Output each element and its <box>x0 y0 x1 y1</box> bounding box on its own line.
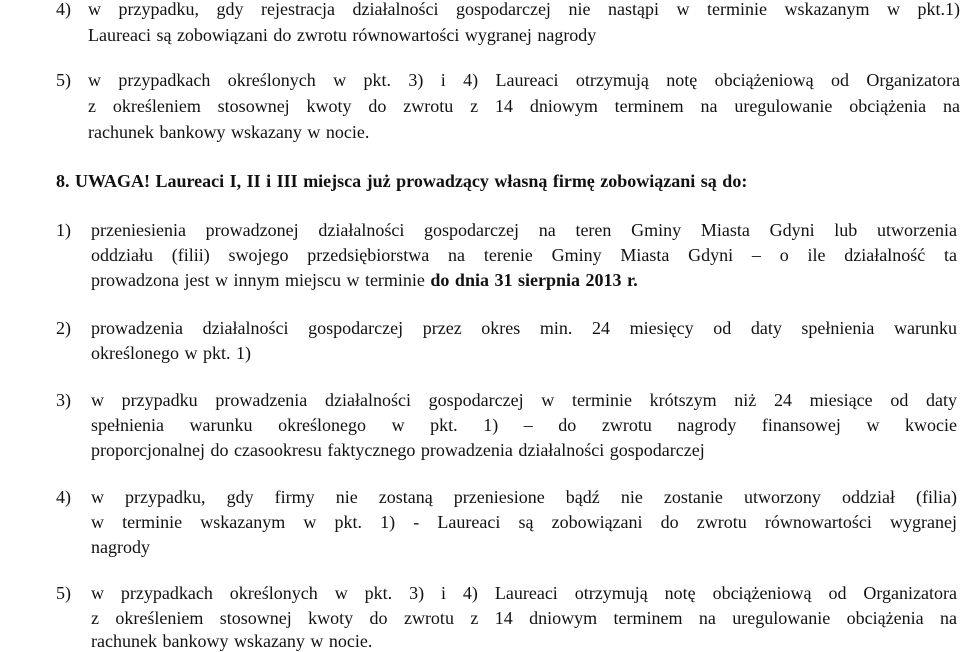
paragraph-line: rachunek bankowy wskazany w nocie. <box>88 122 370 142</box>
paragraph-line: oddziału (filii) swojego przedsiębiorstwa na terenie Gminy Miasta Gdyni – o ile działalność ta <box>91 245 957 265</box>
paragraph-line: z określeniem stosownej kwoty do zwrotu z 14 dniowym terminem na uregulowanie obciążenia na <box>91 608 957 628</box>
paragraph-line <box>91 269 638 291</box>
list-number: 5) <box>56 70 71 90</box>
paragraph-line: proporcjonalnej do czasookresu faktycznego prowadzenia działalności gospodarczej <box>91 440 705 460</box>
deadline-date: do dnia 31 sierpnia 2013 r. <box>430 270 638 290</box>
list-number: 3) <box>56 390 71 410</box>
paragraph-line: rachunek bankowy wskazany w nocie. <box>91 631 373 651</box>
list-number: 2) <box>56 318 71 338</box>
paragraph-line: w przypadkach określonych w pkt. 3) i 4) Laureaci otrzymują notę obciążeniową od Organizatora <box>91 583 957 603</box>
paragraph-line: w terminie wskazanym w pkt. 1) - Laureaci są zobowiązani do zwrotu równowartości wygranej <box>91 512 957 532</box>
list-number: 1) <box>56 220 71 240</box>
paragraph-line: w przypadku, gdy rejestracja działalności gospodarczej nie nastąpi w terminie wskazanym w pkt.1) <box>88 0 960 19</box>
section-heading: 8. UWAGA! Laureaci I, II i III miejsca już prowadzący własną firmę zobowiązani są do: <box>56 171 748 191</box>
paragraph-line: w przypadku, gdy firmy nie zostaną przeniesione bądź nie zostanie utworzony oddział (filia) <box>91 487 957 507</box>
paragraph-line: nagrody <box>91 537 150 557</box>
paragraph-line: prowadzenia działalności gospodarczej przez okres min. 24 miesięcy od daty spełnienia warunku <box>91 318 957 338</box>
list-number: 4) <box>56 487 71 507</box>
line-text: prowadzona jest w innym miejscu w terminie <box>91 270 431 290</box>
list-number: 4) <box>56 0 71 19</box>
list-number: 5) <box>56 583 71 603</box>
paragraph-line: w przypadkach określonych w pkt. 3) i 4) Laureaci otrzymują notę obciążeniową od Organizatora <box>88 70 960 90</box>
paragraph-line: określonego w pkt. 1) <box>91 343 251 363</box>
paragraph-line: przeniesienia prowadzonej działalności gospodarczej na teren Gminy Miasta Gdyni lub utworzenia <box>91 220 957 240</box>
paragraph-line: spełnienia warunku określonego w pkt. 1) – do zwrotu nagrody finansowej w kwocie <box>91 415 957 435</box>
paragraph-line: Laureaci są zobowiązani do zwrotu równowartości wygranej nagrody <box>88 25 597 45</box>
paragraph-line: z określeniem stosownej kwoty do zwrotu z 14 dniowym terminem na uregulowanie obciążenia na <box>88 96 960 116</box>
paragraph-line: w przypadku prowadzenia działalności gospodarczej w terminie krótszym niż 24 miesiące od daty <box>91 390 957 410</box>
